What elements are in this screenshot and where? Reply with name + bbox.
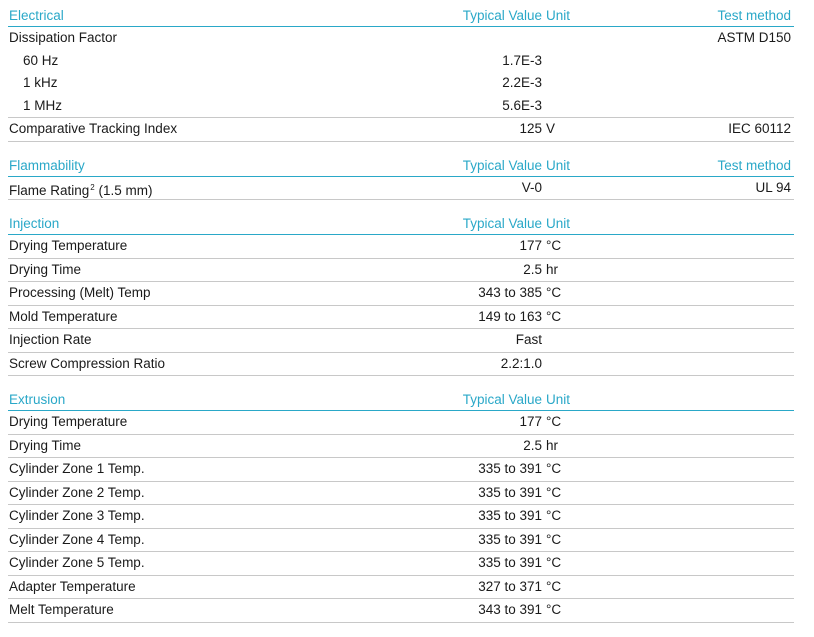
table-row bbox=[8, 282, 794, 306]
section-title: Extrusion bbox=[9, 392, 66, 407]
table-row bbox=[8, 117, 794, 142]
table-row bbox=[8, 458, 794, 482]
property-value: Fast bbox=[515, 332, 542, 347]
property-value: 2.2:1.0 bbox=[500, 355, 542, 371]
property-name: 1 kHz bbox=[23, 75, 58, 90]
table-row bbox=[8, 505, 794, 529]
property-value: 2.5 bbox=[523, 437, 542, 453]
test-method: UL 94 bbox=[755, 179, 791, 195]
property-name: Injection Rate bbox=[9, 332, 92, 347]
property-value: 335 to 391 bbox=[478, 555, 542, 570]
injection-section bbox=[8, 214, 794, 376]
property-unit: °C bbox=[546, 238, 562, 253]
property-unit: hr bbox=[546, 261, 559, 277]
injection-rows bbox=[8, 235, 794, 376]
test-method-header: Test method bbox=[717, 157, 791, 173]
property-value: 177 bbox=[519, 414, 542, 429]
property-value: 177 bbox=[519, 238, 542, 253]
section-title: Flammability bbox=[9, 157, 85, 173]
property-value: 125 bbox=[519, 121, 542, 136]
property-name: Screw Compression Ratio bbox=[9, 355, 166, 371]
electrical-section bbox=[8, 6, 794, 142]
table-row bbox=[8, 482, 794, 506]
property-name: Drying Temperature bbox=[9, 414, 128, 429]
property-name: Cylinder Zone 4 Temp. bbox=[9, 531, 145, 547]
property-value: 327 to 371 bbox=[478, 578, 542, 594]
property-name: Drying Time bbox=[9, 261, 82, 277]
table-row bbox=[8, 552, 794, 576]
property-unit: V bbox=[546, 121, 556, 136]
property-unit: °C bbox=[546, 555, 562, 570]
extrusion-rows bbox=[8, 411, 794, 623]
property-value: 5.6E-3 bbox=[502, 97, 542, 113]
flame-rating-label: Flame Rating bbox=[9, 182, 90, 198]
table-row bbox=[8, 259, 794, 283]
property-unit: °C bbox=[546, 602, 562, 617]
test-method: ASTM D150 bbox=[717, 30, 791, 45]
property-value: 343 to 391 bbox=[478, 602, 542, 617]
property-unit: °C bbox=[546, 578, 562, 594]
property-unit: °C bbox=[546, 414, 562, 429]
property-name: 60 Hz bbox=[23, 52, 59, 68]
test-method: IEC 60112 bbox=[728, 121, 791, 136]
typical-value-header: Typical Value bbox=[462, 392, 542, 407]
property-unit: °C bbox=[546, 285, 562, 300]
extrusion-section bbox=[8, 390, 794, 623]
footnote-marker: 2 bbox=[90, 182, 95, 192]
table-row bbox=[8, 576, 794, 600]
table-row bbox=[8, 353, 794, 377]
property-name: Cylinder Zone 5 Temp. bbox=[9, 555, 145, 570]
electrical-header bbox=[8, 6, 794, 27]
unit-header: Unit bbox=[546, 216, 571, 231]
injection-header bbox=[8, 214, 794, 235]
property-unit: °C bbox=[546, 531, 562, 547]
unit-header: Unit bbox=[546, 392, 571, 407]
section-title: Electrical bbox=[9, 8, 64, 23]
property-unit: °C bbox=[546, 461, 562, 476]
property-name: Drying Temperature bbox=[9, 238, 128, 253]
property-name: Cylinder Zone 1 Temp. bbox=[9, 461, 145, 476]
property-name: Adapter Temperature bbox=[9, 578, 136, 594]
extrusion-header bbox=[8, 390, 794, 411]
table-row bbox=[8, 50, 794, 73]
section-title: Injection bbox=[9, 216, 60, 231]
property-name: Processing (Melt) Temp bbox=[9, 285, 151, 300]
property-name: Drying Time bbox=[9, 437, 82, 453]
properties-table bbox=[8, 6, 794, 637]
property-unit: °C bbox=[546, 308, 562, 324]
table-row bbox=[8, 329, 794, 353]
unit-header: Unit bbox=[546, 8, 571, 23]
flame-rating-thickness: (1.5 mm) bbox=[94, 182, 153, 198]
property-name: Cylinder Zone 2 Temp. bbox=[9, 484, 145, 500]
table-row bbox=[8, 306, 794, 330]
table-row bbox=[8, 411, 794, 435]
table-row bbox=[8, 435, 794, 459]
table-row bbox=[8, 599, 794, 623]
unit-header: Unit bbox=[546, 157, 571, 173]
property-value: 335 to 391 bbox=[478, 484, 542, 500]
property-unit: °C bbox=[546, 484, 562, 500]
property-name: Comparative Tracking Index bbox=[9, 121, 178, 136]
flammability-header bbox=[8, 156, 794, 177]
property-name: Cylinder Zone 3 Temp. bbox=[9, 508, 145, 523]
property-value: 149 to 163 bbox=[478, 308, 542, 324]
typical-value-header: Typical Value bbox=[462, 157, 542, 173]
property-name: Dissipation Factor bbox=[9, 30, 118, 45]
property-value: 335 to 391 bbox=[478, 508, 542, 523]
property-value: 1.7E-3 bbox=[502, 52, 542, 68]
table-row bbox=[8, 177, 794, 201]
property-name: Melt Temperature bbox=[9, 602, 114, 617]
table-row bbox=[8, 27, 794, 50]
property-value: 2.2E-3 bbox=[502, 75, 542, 90]
table-row bbox=[8, 95, 794, 118]
property-value: V-0 bbox=[521, 179, 542, 195]
property-value: 343 to 385 bbox=[478, 285, 542, 300]
test-method-header: Test method bbox=[717, 8, 791, 23]
flammability-section bbox=[8, 156, 794, 201]
property-value: 335 to 391 bbox=[478, 461, 542, 476]
table-row bbox=[8, 529, 794, 553]
typical-value-header: Typical Value bbox=[462, 216, 542, 231]
property-unit: °C bbox=[546, 508, 562, 523]
property-value: 2.5 bbox=[523, 261, 542, 277]
table-row bbox=[8, 72, 794, 95]
property-unit: hr bbox=[546, 437, 559, 453]
property-value: 335 to 391 bbox=[478, 531, 542, 547]
property-name: Mold Temperature bbox=[9, 308, 118, 324]
property-name bbox=[9, 177, 153, 202]
property-name: 1 MHz bbox=[23, 97, 63, 113]
typical-value-header: Typical Value bbox=[462, 8, 542, 23]
table-row bbox=[8, 235, 794, 259]
